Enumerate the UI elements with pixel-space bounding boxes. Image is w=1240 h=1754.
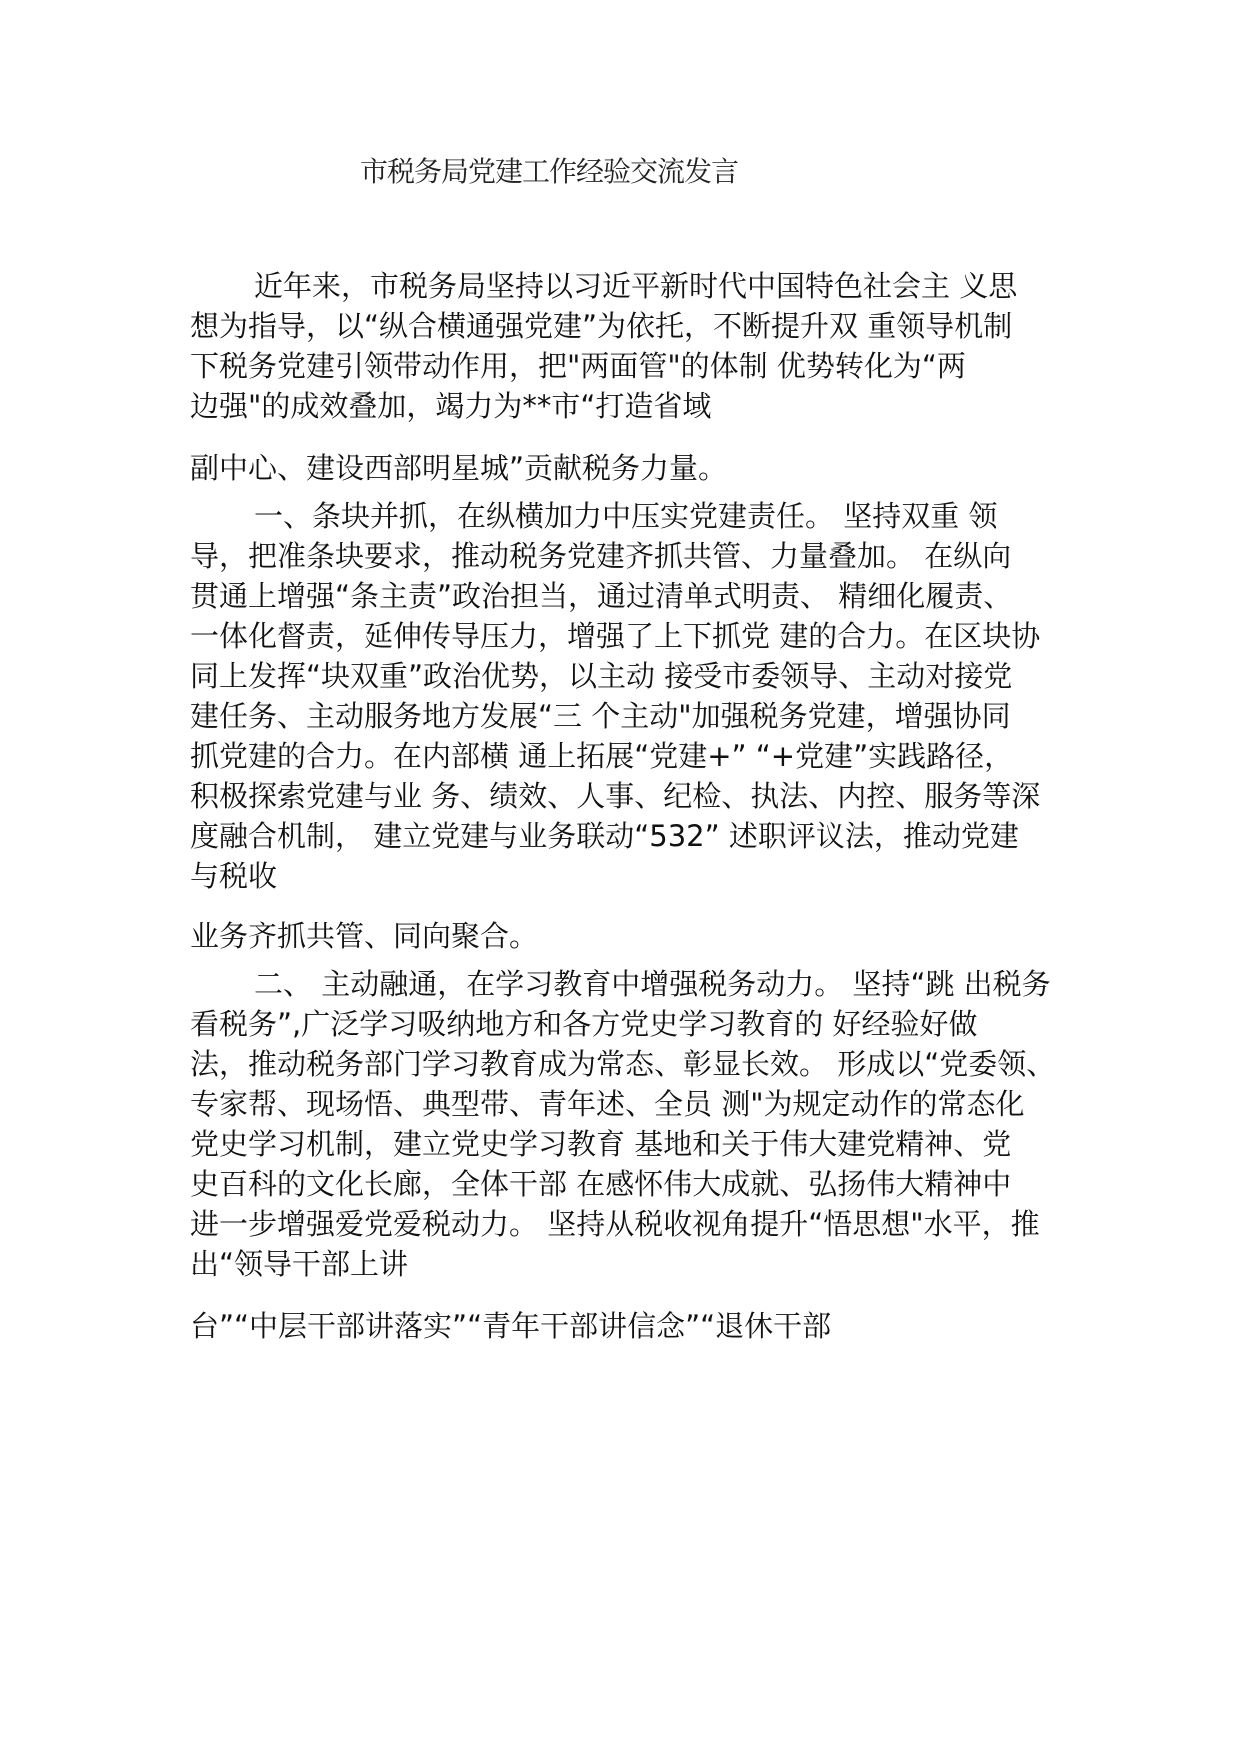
- paragraph-line: 进一步增强爱党爱税动力。 坚持从税收视角提升“悟思想"水平，推: [190, 1207, 1040, 1241]
- paragraph-line: 同上发挥“块双重”政治优势，以主动 接受市委领导、主动对接党: [190, 659, 1013, 693]
- document-title: 市税务局党建工作经验交流发言: [360, 155, 739, 188]
- paragraph-line: 一、条块并抓，在纵横加力中压实党建责任。 坚持双重 领: [254, 499, 998, 533]
- paragraph-line: 度融合机制， 建立党建与业务联动“532” 述职评议法，推动党建: [190, 819, 1019, 853]
- paragraph-line: 法，推动税务部门学习教育成为常态、彰显长效。 形成以“党委领、: [190, 1047, 1056, 1081]
- paragraph-line: 导，把准条块要求，推动税务党建齐抓共管、力量叠加。 在纵向: [190, 539, 1012, 573]
- paragraph-line: 专家帮、现场悟、典型带、青年述、全员 测"为规定动作的常态化: [190, 1087, 1025, 1121]
- paragraph-line: 抓党建的合力。在内部横 通上拓展“党建+” “+党建”实践路径，: [190, 739, 1014, 773]
- paragraph-line: 积极探索党建与业 务、绩效、人事、纪检、执法、内控、服务等深: [190, 779, 1041, 813]
- paragraph-line: 与税收: [190, 859, 278, 893]
- paragraph-line: 贯通上增强“条主责”政治担当，通过清单式明责、 精细化履责、: [190, 579, 1013, 613]
- paragraph-line: 史百科的文化长廊，全体干部 在感怀伟大成就、弘扬伟大精神中: [190, 1167, 1012, 1201]
- paragraph-line: 一体化督责，延伸传导压力，增强了上下抓党 建的合力。在区块协: [190, 619, 1041, 653]
- paragraph-line: 业务齐抓共管、同向聚合。: [190, 919, 539, 953]
- paragraph-line: 台”“中层干部讲落实”“青年干部讲信念”“退休干部: [190, 1309, 832, 1343]
- paragraph-line: 二、 主动融通，在学习教育中增强税务动力。 坚持“跳 出税务: [254, 967, 1051, 1001]
- paragraph-line: 出“领导干部上讲: [190, 1247, 409, 1281]
- paragraph-line: 建任务、主动服务地方发展“三 个主动"加强税务党建，增强协同: [190, 699, 1011, 733]
- paragraph-line: 边强"的成效叠加，竭力为**市“打造省域: [190, 389, 712, 423]
- paragraph-line: 副中心、建设西部明星城”贡献税务力量。: [190, 451, 728, 485]
- paragraph-line: 看税务”,广泛学习吸纳地方和各方党史学习教育的 好经验好做: [190, 1007, 978, 1041]
- paragraph-line: 想为指导，以“纵合横通强党建”为依托，不断提升双 重领导机制: [190, 309, 1013, 343]
- paragraph-line: 党史学习机制，建立党史学习教育 基地和关于伟大建党精神、党: [190, 1127, 1012, 1161]
- paragraph-line: 近年来，市税务局坚持以习近平新时代中国特色社会主 义思: [254, 269, 1018, 303]
- paragraph-line: 下税务党建引领带动作用，把"两面管"的体制 优势转化为“两: [190, 349, 966, 383]
